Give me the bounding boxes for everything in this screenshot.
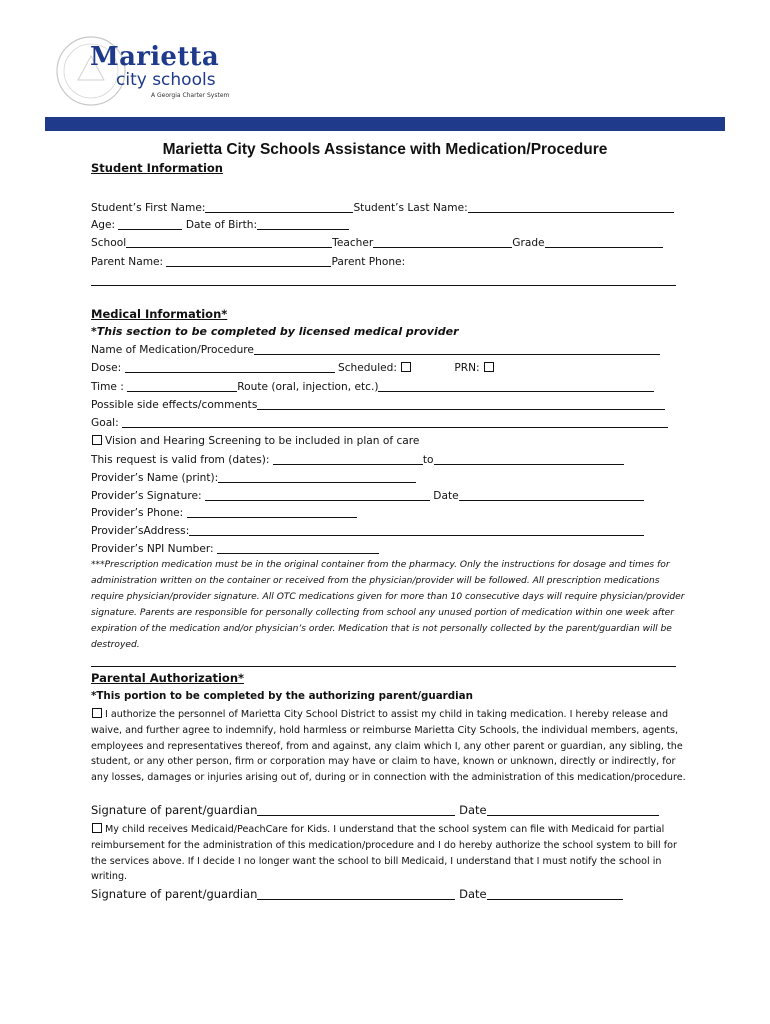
student-info-heading: Student Information bbox=[91, 161, 223, 175]
logo-name-line1: Marietta bbox=[90, 42, 220, 72]
teacher-field[interactable] bbox=[373, 236, 512, 248]
provider-date-label: Date bbox=[433, 490, 459, 502]
valid-to-label: to bbox=[422, 454, 434, 466]
school-row bbox=[91, 236, 663, 250]
scheduled-checkbox[interactable] bbox=[401, 362, 411, 372]
medicaid-checkbox[interactable] bbox=[92, 823, 102, 833]
page-title: Marietta City Schools Assistance with Medication/Procedure bbox=[162, 141, 608, 158]
section-divider bbox=[91, 666, 676, 667]
age-label: Age: bbox=[91, 219, 116, 231]
provider-phone-row bbox=[91, 506, 357, 520]
valid-dates-row bbox=[91, 453, 624, 467]
provider-phone-field[interactable] bbox=[187, 506, 357, 518]
provider-signature-field[interactable] bbox=[205, 489, 430, 501]
authorize-text: I authorize the personnel of Marietta City School District to assist my child in taking medication. I hereby release and waive, and further agree to indemnify, hold harmless or reimburse Marietta City Schools, the individual members, agents, employees and representatives thereof, from and against, any claim which I, any other parent or guardian, any sibling, the student, or any other person, firm or corporation may have or claim to have, known or unknown, directly or indirectly, for any losses, damages or injuries arising out of, during or in connection with the administration of this medication/procedure. bbox=[91, 709, 686, 784]
parent-signature-label: Signature of parent/guardian bbox=[91, 803, 258, 817]
parent-phone-label: Parent Phone: bbox=[331, 256, 406, 268]
parent-date-field-1[interactable] bbox=[487, 804, 659, 816]
provider-npi-row bbox=[91, 542, 379, 556]
medication-label: Name of Medication/Procedure bbox=[91, 344, 254, 356]
medical-info-subheading: *This section to be completed by licensed medical provider bbox=[91, 325, 459, 338]
goal-row bbox=[91, 416, 668, 430]
age-row bbox=[91, 218, 349, 232]
district-logo bbox=[54, 34, 254, 108]
header-bar bbox=[45, 117, 725, 131]
provider-name-field[interactable] bbox=[218, 471, 416, 483]
school-label: School bbox=[91, 237, 127, 249]
parent-signature-field-2[interactable] bbox=[257, 888, 455, 900]
provider-signature-row bbox=[91, 489, 644, 503]
time-label: Time : bbox=[91, 381, 124, 393]
medical-info-heading: Medical Information* bbox=[91, 307, 228, 321]
parent-name-field[interactable] bbox=[166, 255, 331, 267]
parental-auth-subheading: *This portion to be completed by the authorizing parent/guardian bbox=[91, 690, 473, 702]
school-field[interactable] bbox=[126, 236, 332, 248]
parent-date-field-2[interactable] bbox=[487, 888, 623, 900]
medication-row bbox=[91, 343, 660, 357]
vision-row bbox=[91, 435, 419, 448]
section-divider bbox=[91, 285, 676, 286]
parent-signature-field-1[interactable] bbox=[257, 804, 455, 816]
logo-tagline: A Georgia Charter System bbox=[151, 92, 230, 99]
provider-phone-label: Provider’s Phone: bbox=[91, 507, 184, 519]
teacher-label: Teacher bbox=[332, 237, 374, 249]
parental-auth-heading: Parental Authorization* bbox=[91, 671, 245, 685]
medication-field[interactable] bbox=[254, 343, 660, 355]
parent-signature-row-1 bbox=[91, 804, 659, 817]
route-field[interactable] bbox=[378, 380, 654, 392]
provider-date-field[interactable] bbox=[459, 489, 644, 501]
provider-address-row bbox=[91, 524, 644, 538]
parent-date-label: Date bbox=[459, 887, 487, 901]
name-row bbox=[91, 201, 674, 215]
time-field[interactable] bbox=[127, 380, 237, 392]
provider-signature-label: Provider’s Signature: bbox=[91, 490, 202, 502]
goal-label: Goal: bbox=[91, 417, 119, 429]
provider-npi-label: Provider’s NPI Number: bbox=[91, 543, 214, 555]
prn-checkbox[interactable] bbox=[484, 362, 494, 372]
first-name-label: Student’s First Name: bbox=[91, 202, 206, 214]
provider-address-label: Provider’sAddress: bbox=[91, 525, 190, 537]
side-effects-row bbox=[91, 398, 665, 412]
authorize-paragraph bbox=[91, 707, 691, 786]
scheduled-label: Scheduled: bbox=[338, 362, 397, 374]
provider-address-field[interactable] bbox=[189, 524, 644, 536]
dose-field[interactable] bbox=[125, 361, 335, 373]
side-effects-field[interactable] bbox=[257, 398, 665, 410]
valid-from-label: This request is valid from (dates): bbox=[91, 454, 270, 466]
prescription-note: ***Prescription medication must be in the original container from the pharmacy. Only the instructions for dosage and times for administration written on the container or received from the physician/provider will be followed. All prescription medications require physician/provider signature. All OTC medications given for more than 10 consecutive days will require physician/provider signature. Parents are responsible for personally collecting from school any unused portion of medication within one week after expiration of the medication and/or physician’s order. Medication that is not personally collected by the parent/guardian will be destroyed. bbox=[91, 560, 685, 650]
valid-to-field[interactable] bbox=[434, 453, 624, 465]
provider-name-row bbox=[91, 471, 416, 485]
goal-field[interactable] bbox=[122, 416, 668, 428]
grade-field[interactable] bbox=[545, 236, 663, 248]
parent-name-label: Parent Name: bbox=[91, 256, 164, 268]
provider-npi-field[interactable] bbox=[217, 542, 379, 554]
age-field[interactable] bbox=[118, 218, 182, 230]
vision-checkbox[interactable] bbox=[92, 435, 102, 445]
grade-label: Grade bbox=[512, 237, 545, 249]
dose-label: Dose: bbox=[91, 362, 122, 374]
time-row bbox=[91, 380, 654, 394]
prn-label: PRN: bbox=[454, 362, 480, 374]
provider-name-label: Provider’s Name (print): bbox=[91, 472, 219, 484]
last-name-field[interactable] bbox=[468, 201, 674, 213]
last-name-label: Student’s Last Name: bbox=[353, 202, 468, 214]
valid-from-field[interactable] bbox=[273, 453, 423, 465]
dose-row bbox=[91, 361, 497, 375]
medicaid-text: My child receives Medicaid/PeachCare for Kids. I understand that the school system can file with Medicaid for partial reimbursement for the administration of this medication/procedure and I do hereby authorize the school system to bill for the services above. If I decide I no longer want the school to bill Medicaid, I understand that I must notify the school in writing. bbox=[91, 824, 677, 883]
dob-field[interactable] bbox=[257, 218, 349, 230]
medicaid-paragraph bbox=[91, 822, 691, 885]
dob-label: Date of Birth: bbox=[185, 219, 258, 231]
logo-name-line2: city schools bbox=[116, 70, 216, 90]
parent-row bbox=[91, 255, 405, 269]
first-name-field[interactable] bbox=[205, 201, 353, 213]
vision-label: Vision and Hearing Screening to be included in plan of care bbox=[105, 435, 420, 447]
authorize-checkbox[interactable] bbox=[92, 708, 102, 718]
parent-signature-row-2 bbox=[91, 888, 623, 901]
side-effects-label: Possible side effects/comments bbox=[91, 399, 258, 411]
parent-date-label: Date bbox=[459, 803, 487, 817]
parent-signature-label: Signature of parent/guardian bbox=[91, 887, 258, 901]
route-label: Route (oral, injection, etc.) bbox=[237, 381, 379, 393]
